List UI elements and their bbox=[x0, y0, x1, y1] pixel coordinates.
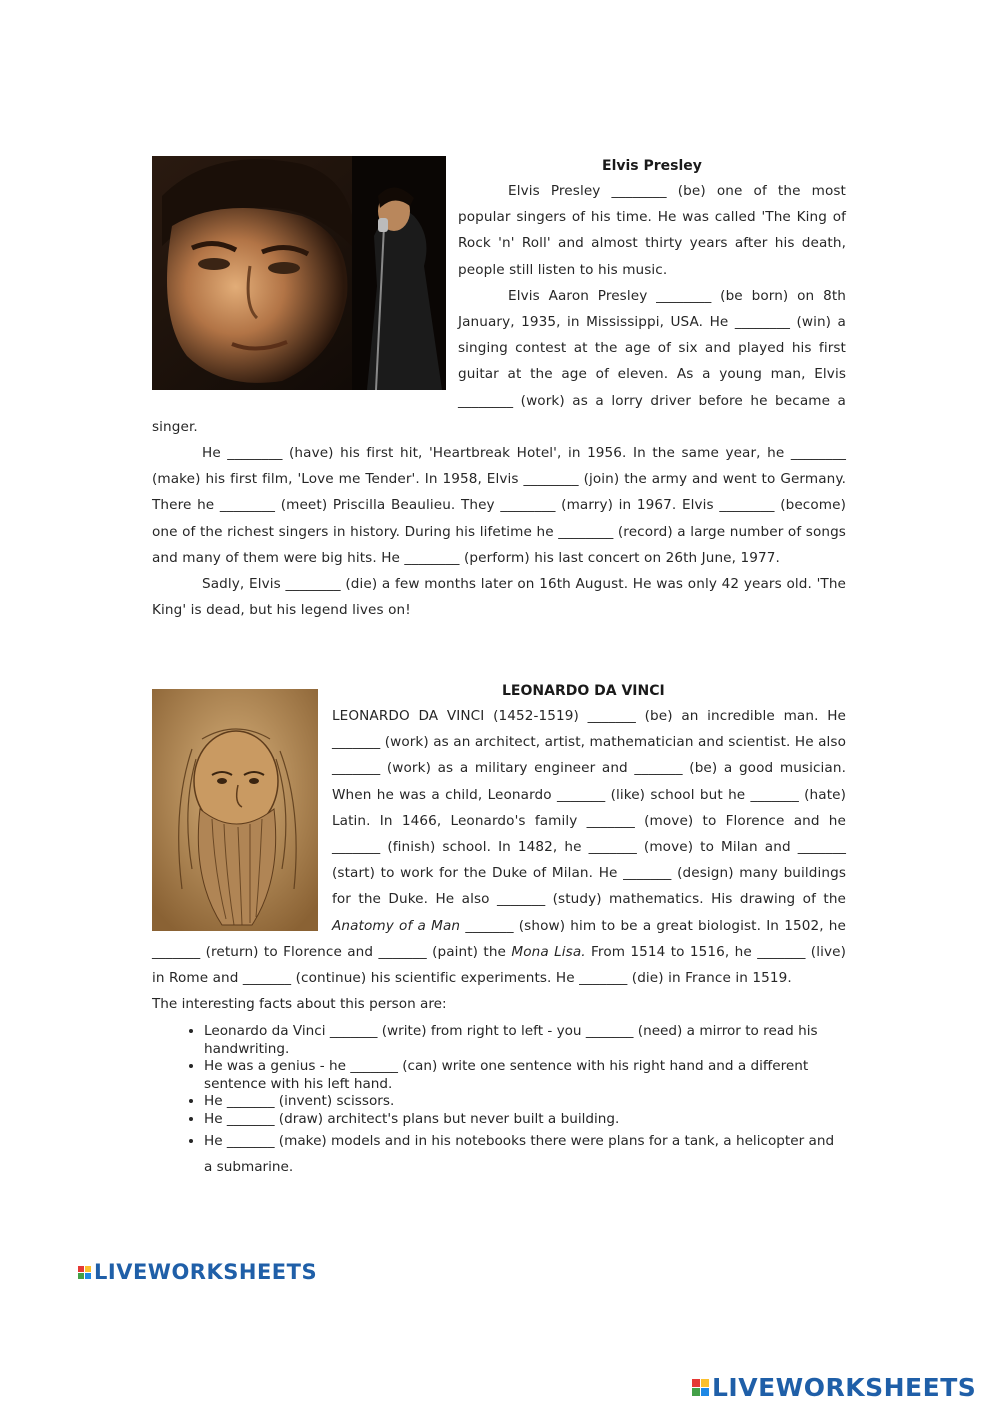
liveworksheets-logo-large bbox=[692, 1373, 976, 1402]
leonardo-text-part-3: From 1514 to 1516, he _______ (live) in Rome and _______ (continue) his scientific experiments. He _______ (die) in France in 1519. bbox=[152, 943, 846, 987]
facts-intro: The interesting facts about this person are: bbox=[152, 996, 447, 1013]
leonardo-section bbox=[152, 689, 846, 1180]
mona-lisa-title: Mona Lisa. bbox=[511, 943, 586, 960]
logo-mark-icon bbox=[78, 1266, 91, 1279]
facts-list bbox=[152, 1023, 846, 1180]
elvis-paragraph-3: He ________ (have) his first hit, 'Heartbreak Hotel', in 1956. In the same year, he ________ (make) his first film, 'Love me Tender'. In 1958, Elvis ________ (join) the army and went to Germany. There he ________ (meet) Priscilla Beaulieu. They ________ (marry) in 1967. Elvis ________ (become) one of the richest singers in history. During his lifetime he ________ (record) a large number of songs and many of them were big hits. He ________ (perform) his last concert on 26th June, 1977. bbox=[152, 445, 846, 566]
leonardo-portrait bbox=[152, 689, 318, 931]
logo-text: LIVEWORKSHEETS bbox=[712, 1373, 977, 1402]
fact-item: • He _______ (make) models and in his notebooks there were plans for a tank, a helicopter and a submarine. bbox=[204, 1128, 846, 1180]
elvis-paragraph-1: Elvis Presley ________ (be) one of the most popular singers of his time. He was called 'The King of Rock 'n' Roll' and almost thirty years after his death, people still listen to his music. bbox=[458, 183, 846, 278]
elvis-paragraph-4: Sadly, Elvis ________ (die) a few months later on 16th August. He was only 42 years old. 'The King' is dead, but his legend lives on! bbox=[152, 576, 846, 619]
logo-text: LIVEWORKSHEETS bbox=[94, 1260, 318, 1284]
leonardo-title: LEONARDO DA VINCI bbox=[502, 683, 665, 699]
fact-item: • He _______ (invent) scissors. bbox=[204, 1093, 846, 1111]
leonardo-text-part-2: _______ (show) him to be a great biologist. In 1502, he _______ (return) to Florence and _______ (paint) the bbox=[152, 917, 846, 960]
fact-item: • He was a genius - he _______ (can) write one sentence with his right hand and a different sentence with his left hand. bbox=[204, 1058, 846, 1093]
fact-item: • Leonardo da Vinci _______ (write) from right to left - you _______ (need) a mirror to read his handwriting. bbox=[204, 1023, 846, 1058]
leonardo-drawing-illustration bbox=[152, 689, 318, 931]
elvis-photo bbox=[152, 156, 446, 390]
logo-mark-icon bbox=[692, 1379, 709, 1396]
fact-item: • He _______ (draw) architect's plans but never built a building. bbox=[204, 1111, 846, 1129]
elvis-section bbox=[152, 156, 846, 623]
leonardo-text-part-1: LEONARDO DA VINCI (1452-1519) _______ (be) an incredible man. He _______ (work) as an architect, artist, mathematician and scientist. He also _______ (work) as a military engineer and _______ (be) a good musician. When he was a child, Leonardo _______ (like) school but he _______ (hate) Latin. In 1466, Leonardo's family _______ (move) to Florence and he _______ (finish) school. In 1482, he _______ (move) to Milan and _______ (start) to work for the Duke of Milan. He _______ (design) many buildings for the Duke. He also _______ (study) mathematics. His drawing of the bbox=[332, 708, 846, 908]
elvis-paragraph-2: Elvis Aaron Presley ________ (be born) on 8th January, 1935, in Mississippi, USA. He ________ (win) a singing contest at the age of six and played his first guitar at the age of eleven. As a young man, Elvis ________ (work) as a lorry driver before he became a singer. bbox=[152, 287, 846, 435]
elvis-title: Elvis Presley bbox=[602, 158, 702, 174]
elvis-portrait-illustration bbox=[152, 156, 446, 390]
liveworksheets-logo-small bbox=[78, 1260, 317, 1284]
anatomy-of-a-man-title: Anatomy of a Man bbox=[332, 917, 461, 934]
